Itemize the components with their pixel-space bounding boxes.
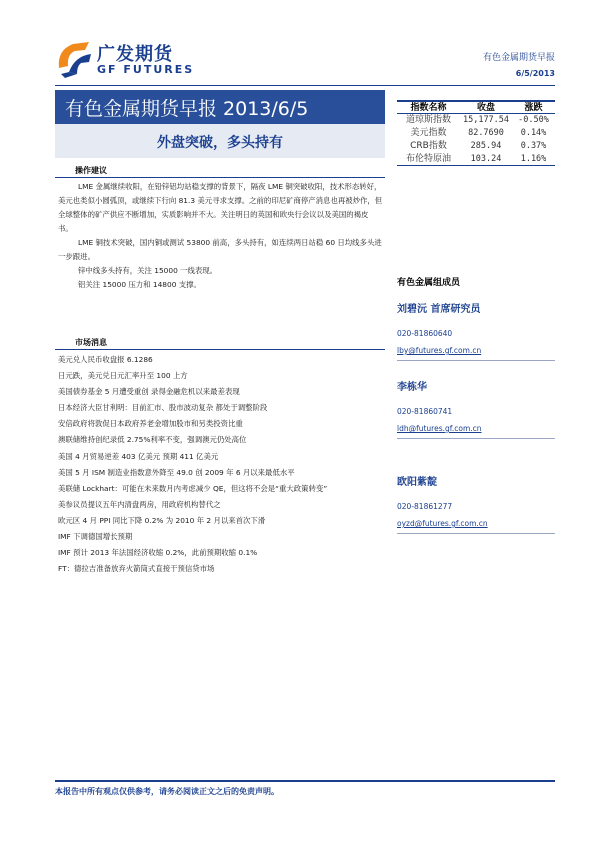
list-item: 安倍政府将敦促日本政府养老金增加股市和另类投资比重 (58, 419, 243, 429)
col-header-change: 涨跌 (524, 103, 543, 113)
subtitle-banner (55, 124, 385, 158)
logo-english-name: GF FUTURES (97, 63, 195, 76)
member-card (397, 300, 481, 355)
header-meta (483, 50, 555, 78)
index-change: 1.16% (520, 154, 547, 164)
member-email-link[interactable]: oyzd@futures.gf.com.cn (397, 519, 488, 528)
gf-futures-logo (55, 38, 215, 82)
header-divider (55, 85, 555, 86)
operation-paragraph: 铝关注 15000 压力和 14800 支撑。 (78, 280, 201, 289)
member-divider (397, 360, 555, 361)
market-divider (55, 349, 385, 350)
list-item: IMF 预计 2013 年法国经济收缩 0.2%，此前预期收缩 0.1% (58, 548, 258, 558)
report-title: 有色金属期货早报 2013/6/5 (65, 98, 309, 120)
list-item: 欧元区 4 月 PPI 同比下降 0.2% 为 2010 年 2 月以来首次下滑 (58, 515, 266, 525)
index-name: CRB指数 (410, 141, 447, 151)
index-close: 285.94 (470, 141, 502, 151)
index-change: 0.14% (520, 128, 547, 138)
member-phone: 020-81860640 (397, 329, 453, 338)
operation-text (58, 180, 383, 292)
footer-divider (55, 780, 555, 782)
report-date: 6/5/2013 (515, 69, 555, 78)
member-email-link[interactable]: ldh@futures.gf.com.cn (397, 424, 482, 433)
member-email-link[interactable]: lby@futures.gf.com.cn (397, 346, 482, 355)
index-close: 82.7690 (468, 128, 504, 138)
table-row (397, 127, 555, 140)
list-item: IMF 下调德国增长预期 (58, 532, 133, 542)
list-item: 美联储 Lockhart：可能在未来数月内考虑减少 QE，但这将不会是“重大政策转变” (58, 483, 328, 493)
list-item: 美元兑人民币收盘报 6.1286 (58, 355, 153, 364)
index-change: 0.37% (520, 141, 547, 151)
list-item: FT：德拉吉准备放弃火箭筒式直接干预信贷市场 (58, 564, 215, 574)
index-table-header (397, 100, 555, 114)
member-name: 刘碧沅 首席研究员 (397, 304, 481, 315)
operation-divider (55, 177, 385, 178)
operation-paragraph: LME 金属继续收阳，在铅锌铝均站稳支撑的背景下，隔夜 LME 铜突破收阳，技术形态转好，美元也类似小圆弧顶，或继续下行向 81.3 美元寻求支撑。之前的印尼矿商停产消息也再被炒作，但全球整体的矿产供应不断增加，实质影响并不大。关注明日的英国和欧央行会议以及美国的褐皮书。 (58, 182, 383, 233)
index-table (397, 100, 555, 166)
member-phone: 020-81860741 (397, 407, 453, 416)
member-card (397, 473, 488, 528)
index-name: 道琼斯指数 (405, 115, 451, 125)
table-row (397, 153, 555, 166)
member-divider (397, 438, 555, 439)
list-item: 日元跌，美元兑日元汇率升至 100 上方 (58, 371, 188, 381)
index-change: -0.50% (518, 115, 549, 125)
report-name: 有色金属期货早报 (482, 53, 555, 63)
footer-disclaimer: 本报告中所有观点仅供参考，请务必阅读正文之后的免责声明。 (55, 787, 279, 796)
list-item: 美国债券基金 5 月遭受重创 录得金融危机以来最差表现 (58, 387, 240, 397)
list-item: 美参议员提议五年内清盘两房，用政府机构替代之 (58, 499, 221, 509)
operation-paragraph: LME 铜技术突破，国内铜或测试 53800 前高，多头持有，如连续两日站稳 60 日均线多头进一步跟进。 (58, 238, 382, 261)
table-row (397, 140, 555, 153)
title-banner (55, 90, 385, 124)
operation-heading: 操作建议 (75, 166, 107, 175)
index-name: 美元指数 (410, 128, 447, 138)
list-item: 美国 4 月贸易逆差 403 亿美元 预期 411 亿美元 (58, 451, 219, 461)
col-header-close: 收盘 (476, 103, 495, 113)
operation-paragraph: 锌中线多头持有，关注 15000 一线表现。 (78, 266, 218, 275)
member-card (397, 378, 482, 433)
list-item: 澳联储维持创纪录低 2.75%利率不变，强调澳元仍处高位 (58, 435, 247, 445)
members-title: 有色金属组成员 (397, 278, 461, 288)
member-phone: 020-81861277 (397, 502, 453, 511)
market-news-list (58, 352, 388, 577)
list-item: 美国 5 月 ISM 制造业指数意外降至 49.0 创 2009 年 6 月以来最低水平 (58, 467, 295, 477)
member-name: 李栋华 (397, 382, 427, 393)
list-item: 日本经济大臣甘利明：目前汇市、股市波动复杂 都处于调整阶段 (58, 403, 268, 413)
logo-chinese-name: 广发期货 (97, 44, 173, 65)
market-heading: 市场消息 (75, 338, 107, 347)
col-header-name: 指数名称 (410, 103, 447, 113)
member-name: 欧阳紫靛 (397, 477, 437, 488)
gf-logo-icon (55, 38, 93, 80)
table-row (397, 114, 555, 127)
index-close: 103.24 (470, 154, 502, 164)
index-name: 布伦特原油 (405, 154, 451, 164)
index-close: 15,177.54 (462, 115, 510, 125)
report-subtitle: 外盘突破，多头持有 (157, 135, 283, 151)
member-divider (397, 533, 555, 534)
